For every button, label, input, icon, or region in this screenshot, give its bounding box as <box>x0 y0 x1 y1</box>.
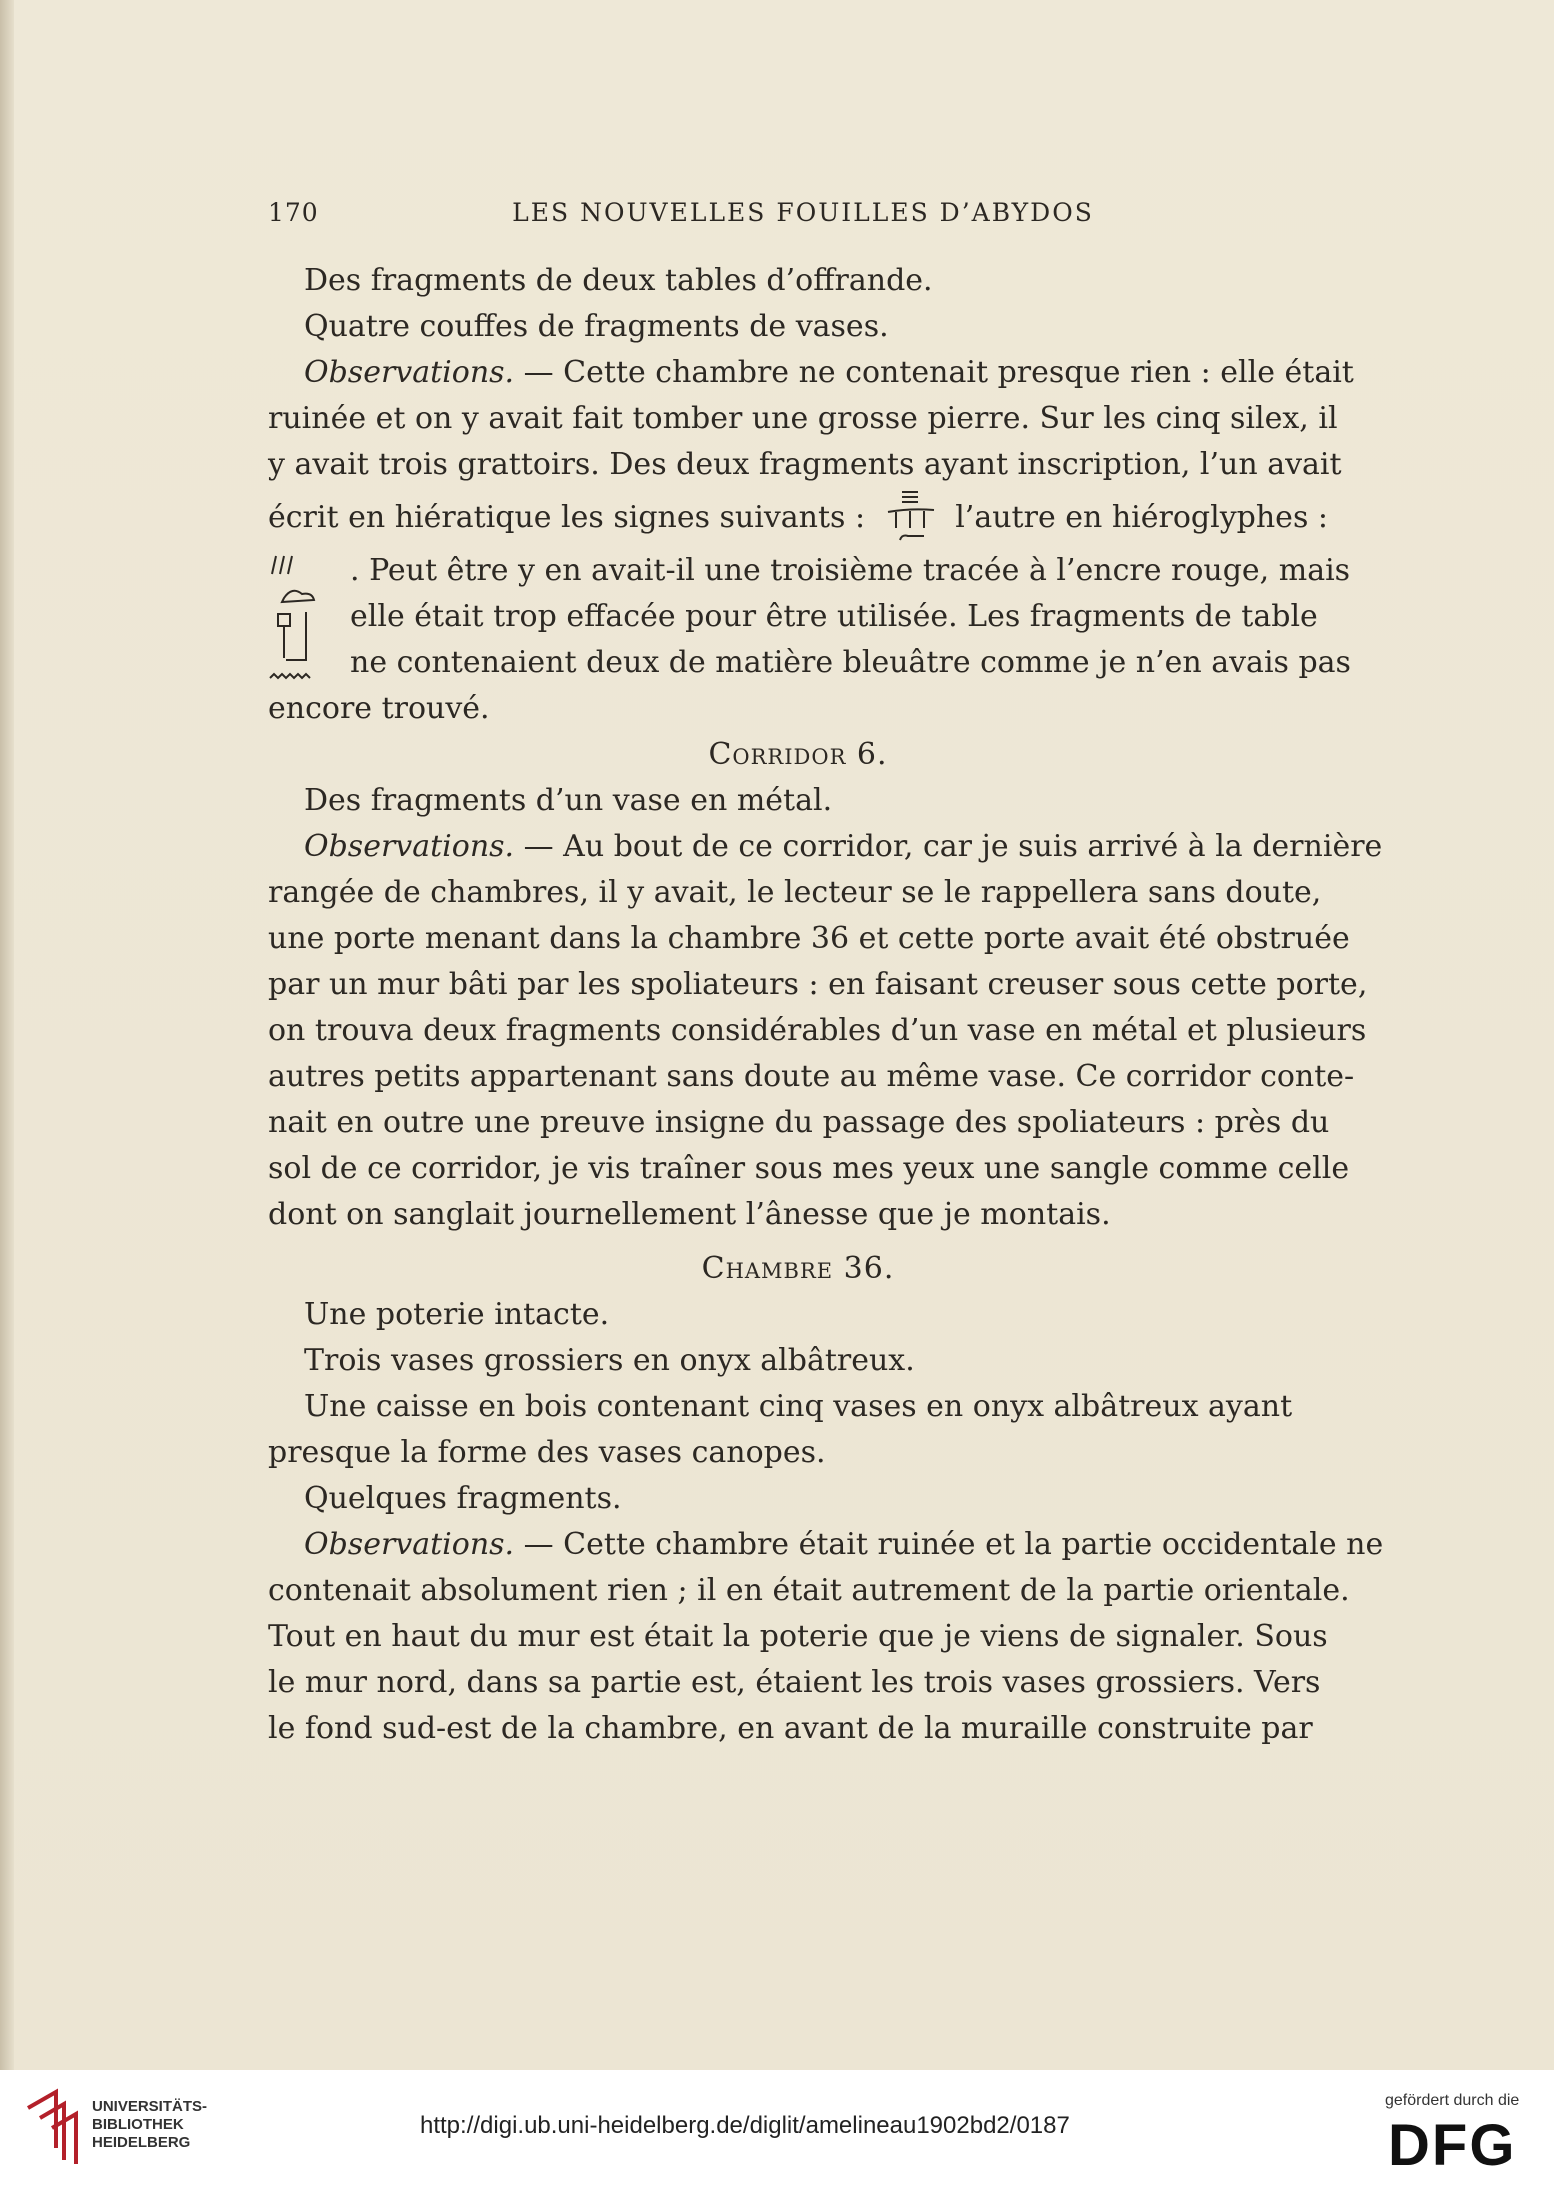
funding-label: gefördert durch die <box>1385 2092 1520 2109</box>
dfg-logo: DFG <box>1388 2113 1517 2178</box>
hieratic-signs-icon <box>878 488 942 548</box>
paragraph: Des fragments d’un vase en métal. <box>304 783 833 818</box>
paragraph-line: le fond sud-est de la chambre, en avant de la muraille construite par <box>268 1711 1313 1746</box>
paragraph-line: nait en outre une preuve insigne du passage des spoliateurs : près du <box>268 1105 1330 1140</box>
running-title: LES NOUVELLES FOUILLES D’ABYDOS <box>512 198 1094 227</box>
paragraph-line: Observations. — Cette chambre était ruinée et la partie occidentale ne <box>304 1527 1384 1562</box>
paragraph-line: encore trouvé. <box>268 691 490 726</box>
observations-label: Observations. <box>304 829 515 864</box>
paragraph-line: y avait trois grattoirs. Des deux fragments ayant inscription, l’un avait <box>268 447 1342 482</box>
paragraph: Trois vases grossiers en onyx albâtreux. <box>304 1343 915 1378</box>
paragraph-line: Observations. — Cette chambre ne contenait presque rien : elle était <box>304 355 1354 390</box>
library-name: UNIVERSITÄTS- BIBLIOTHEK HEIDELBERG <box>92 2098 208 2151</box>
paragraph: Une poterie intacte. <box>304 1297 610 1332</box>
page-body <box>268 258 1384 1752</box>
paragraph-line: sol de ce corridor, je vis traîner sous mes yeux une sangle comme celle <box>268 1151 1350 1186</box>
source-url-link[interactable]: http://digi.ub.uni-heidelberg.de/diglit/amelineau1902bd2/0187 <box>420 2112 1070 2139</box>
observations-label: Observations. <box>304 1527 515 1562</box>
paragraph-line: on trouva deux fragments considérables d’un vase en métal et plusieurs <box>268 1013 1367 1048</box>
university-logo-icon <box>20 2088 84 2168</box>
page-edge <box>0 0 14 2070</box>
paragraph: Quatre couffes de fragments de vases. <box>304 309 889 344</box>
page-header <box>268 198 1328 238</box>
paragraph-line: Observations. — Au bout de ce corridor, car je suis arrivé à la dernière <box>304 829 1383 864</box>
hieroglyph-block <box>268 548 1351 732</box>
paragraph-line: Tout en haut du mur est était la poterie que je viens de signaler. Sous <box>268 1619 1328 1654</box>
paragraph-line: Une caisse en bois contenant cinq vases en onyx albâtreux ayant <box>304 1389 1293 1424</box>
paragraph-line: écrit en hiératique les signes suivants : l’autre en hiéroglyphes : <box>268 488 1328 548</box>
paragraph-line: le mur nord, dans sa partie est, étaient les trois vases grossiers. Vers <box>268 1665 1321 1700</box>
paragraph-line: une porte menant dans la chambre 36 et cette porte avait été obstruée <box>268 921 1350 956</box>
page-number: 170 <box>268 198 319 227</box>
paragraph: Quelques fragments. <box>304 1481 622 1516</box>
paragraph-line: dont on sanglait journellement l’ânesse que je montais. <box>268 1197 1111 1232</box>
paragraph-line: par un mur bâti par les spoliateurs : en faisant creuser sous cette porte, <box>268 967 1368 1002</box>
paragraph-line: rangée de chambres, il y avait, le lecteur se le rappellera sans doute, <box>268 875 1322 910</box>
paragraph-line: ruinée et on y avait fait tomber une grosse pierre. Sur les cinq silex, il <box>268 401 1338 436</box>
paragraph-line: elle était trop effacée pour être utilisée. Les fragments de table <box>350 599 1318 634</box>
paragraph-line: autres petits appartenant sans doute au même vase. Ce corridor conte- <box>268 1059 1355 1094</box>
section-heading-corridor: Corridor 6. <box>708 737 888 772</box>
section-heading-chambre: Chambre 36. <box>701 1251 895 1286</box>
paragraph-line: ne contenaient deux de matière bleuâtre comme je n’en avais pas <box>350 645 1351 680</box>
paragraph-line: contenait absolument rien ; il en était autrement de la partie orientale. <box>268 1573 1350 1608</box>
observations-label: Observations. <box>304 355 515 390</box>
paragraph-line: presque la forme des vases canopes. <box>268 1435 826 1470</box>
paragraph-line: . Peut être y en avait-il une troisième tracée à l’encre rouge, mais <box>350 553 1351 588</box>
paragraph: Des fragments de deux tables d’offrande. <box>304 263 933 298</box>
